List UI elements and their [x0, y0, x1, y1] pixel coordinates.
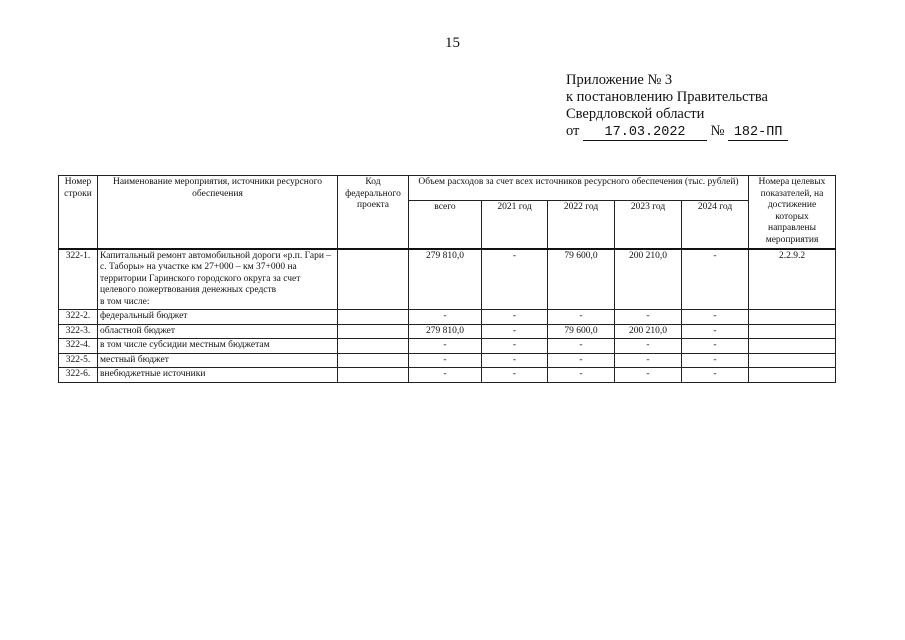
- measures-table: [58, 175, 836, 383]
- row-2024: -: [682, 310, 749, 325]
- row-name: в том числе субсидии местным бюджетам: [98, 339, 338, 354]
- header-total: всего: [409, 201, 482, 249]
- header-federal-code: Код федерального проекта: [338, 176, 409, 249]
- header-2023: 2023 год: [615, 201, 682, 249]
- table-row: [59, 324, 836, 339]
- row-2023: 200 210,0: [615, 324, 682, 339]
- header-2024: 2024 год: [682, 201, 749, 249]
- row-2024: -: [682, 249, 749, 310]
- decree-date: 17.03.2022: [583, 126, 707, 141]
- row-2021: -: [482, 249, 548, 310]
- row-federal-code: [338, 249, 409, 310]
- row-number: 322-5.: [59, 353, 98, 368]
- row-federal-code: [338, 324, 409, 339]
- row-targets: [749, 368, 836, 383]
- appendix-date-line: [566, 123, 788, 141]
- row-2022: -: [548, 310, 615, 325]
- row-2022: 79 600,0: [548, 324, 615, 339]
- header-2022: 2022 год: [548, 201, 615, 249]
- appendix-title: Приложение № 3: [566, 72, 673, 88]
- header-expenses-group: Объем расходов за счет всех источников ресурсного обеспечения (тыс. рублей): [409, 176, 749, 201]
- row-targets: [749, 353, 836, 368]
- row-targets: 2.2.9.2: [749, 249, 836, 310]
- row-number: 322-4.: [59, 339, 98, 354]
- header-name: Наименование мероприятия, источники ресурсного обеспечения: [98, 176, 338, 249]
- row-2024: -: [682, 324, 749, 339]
- row-targets: [749, 310, 836, 325]
- table-row: [59, 339, 836, 354]
- row-2021: -: [482, 339, 548, 354]
- header-targets: Номера целевых показателей, на достижение которых направлены мероприятия: [749, 176, 836, 249]
- page-number: 15: [445, 35, 460, 51]
- row-total: -: [409, 368, 482, 383]
- row-2022: -: [548, 368, 615, 383]
- row-2023: -: [615, 353, 682, 368]
- row-federal-code: [338, 353, 409, 368]
- row-2023: 200 210,0: [615, 249, 682, 310]
- row-federal-code: [338, 339, 409, 354]
- table-row: [59, 353, 836, 368]
- row-name: внебюджетные источники: [98, 368, 338, 383]
- row-number: 322-6.: [59, 368, 98, 383]
- row-name: областной бюджет: [98, 324, 338, 339]
- row-2023: -: [615, 368, 682, 383]
- appendix-decree: к постановлению Правительства: [566, 89, 768, 105]
- row-number: 322-3.: [59, 324, 98, 339]
- row-total: -: [409, 310, 482, 325]
- row-2024: -: [682, 339, 749, 354]
- row-2024: -: [682, 353, 749, 368]
- appendix-authority: Свердловской области: [566, 106, 705, 122]
- row-2021: -: [482, 353, 548, 368]
- row-2023: -: [615, 339, 682, 354]
- row-2022: -: [548, 339, 615, 354]
- row-2023: -: [615, 310, 682, 325]
- row-total: 279 810,0: [409, 324, 482, 339]
- header-row-number: Номер строки: [59, 176, 98, 249]
- row-name: [98, 249, 338, 310]
- appendix-block: [566, 72, 788, 141]
- measure-name: Капитальный ремонт автомобильной дороги «р.п. Гари – с. Таборы» на участке км 27+000 – км 37+000 на территории Гаринского городского округа за счет целевого пожертвования денежных средств: [100, 250, 332, 295]
- row-name: местный бюджет: [98, 353, 338, 368]
- table-row: [59, 310, 836, 325]
- measure-note: в том числе:: [100, 296, 150, 307]
- row-2021: -: [482, 324, 548, 339]
- row-targets: [749, 324, 836, 339]
- table-row-main: [59, 249, 836, 310]
- row-2022: -: [548, 353, 615, 368]
- decree-number: 182-ПП: [728, 126, 788, 141]
- row-number: 322-1.: [59, 249, 98, 310]
- row-name: федеральный бюджет: [98, 310, 338, 325]
- date-prefix: от: [566, 123, 580, 139]
- row-2022: 79 600,0: [548, 249, 615, 310]
- row-number: 322-2.: [59, 310, 98, 325]
- number-prefix: №: [710, 123, 725, 139]
- row-total: 279 810,0: [409, 249, 482, 310]
- header-2021: 2021 год: [482, 201, 548, 249]
- row-total: -: [409, 353, 482, 368]
- row-federal-code: [338, 368, 409, 383]
- row-federal-code: [338, 310, 409, 325]
- row-targets: [749, 339, 836, 354]
- row-2024: -: [682, 368, 749, 383]
- row-2021: -: [482, 368, 548, 383]
- row-2021: -: [482, 310, 548, 325]
- table-row: [59, 368, 836, 383]
- row-total: -: [409, 339, 482, 354]
